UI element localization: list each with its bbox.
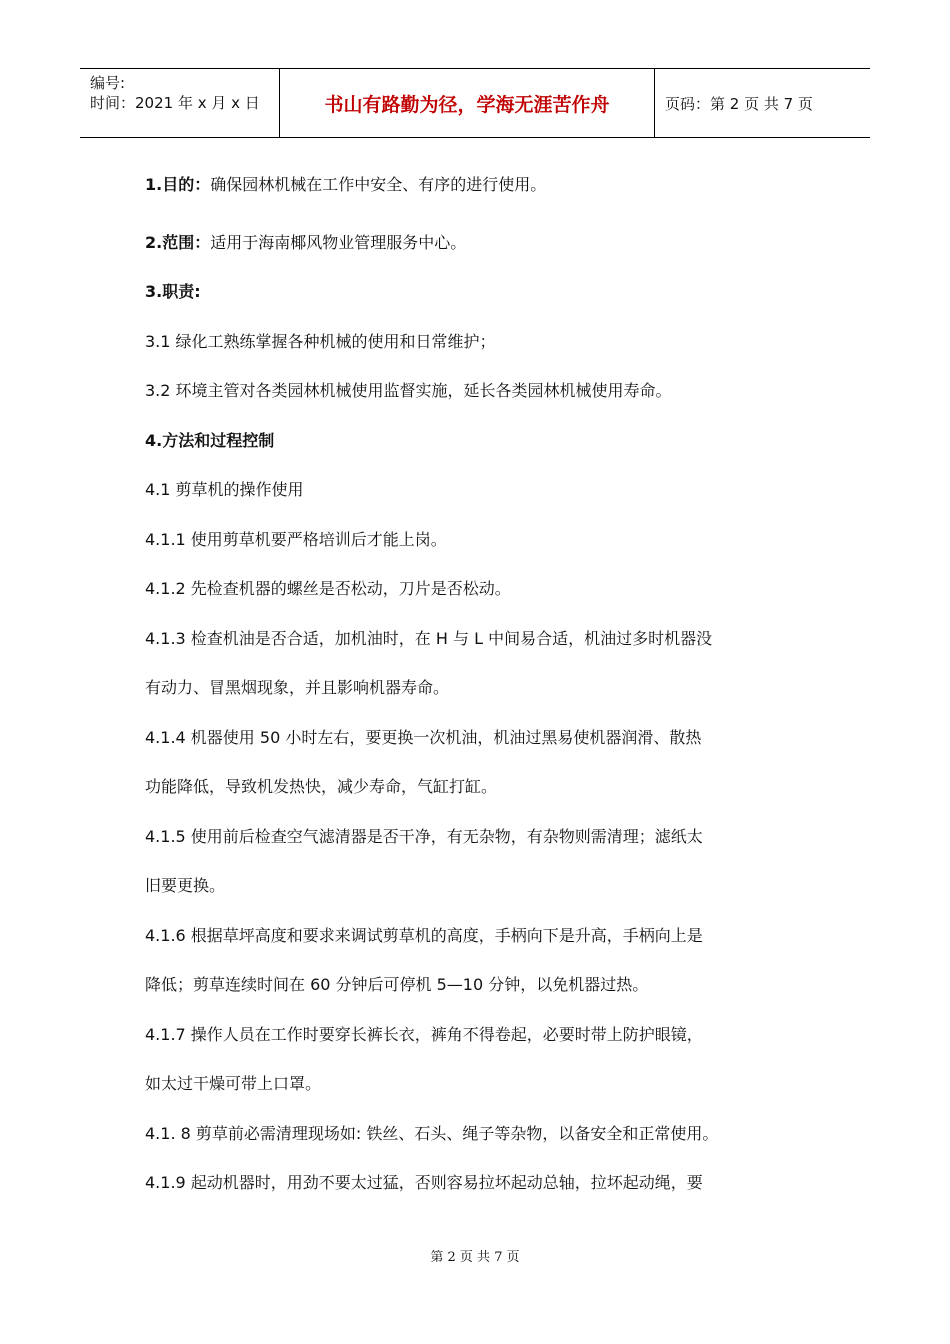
page-header	[80, 68, 870, 138]
text-line: 旧要更换。	[145, 876, 226, 895]
section-duties	[145, 267, 815, 317]
text-line: 4.1.3 检查机油是否合适，加机油时，在 H 与 L 中间易合适，机油过多时机器没	[145, 628, 713, 648]
text-line: 4.1.2 先检查机器的螺丝是否松动，刀片是否松动。	[145, 579, 511, 598]
header-page-info: 页码：第 2 页 共 7 页	[665, 94, 813, 113]
text-line: 如太过干燥可带上口罩。	[145, 1074, 322, 1093]
text-line: 4.1 剪草机的操作使用	[145, 480, 304, 499]
page-footer: 第 2 页 共 7 页	[430, 1250, 520, 1265]
header-motto: 书山有路勤为径，学海无涯苦作舟	[280, 69, 655, 137]
header-meta	[80, 69, 280, 137]
section-purpose	[145, 160, 815, 210]
section-heading: 2.范围：	[145, 232, 211, 252]
section-text: 确保园林机械在工作中安全、有序的进行使用。	[210, 175, 547, 194]
text-line: 4.1.5 使用前后检查空气滤清器是否干净，有无杂物，有杂物则需清理；滤纸太	[145, 826, 703, 846]
text-line: 3.1 绿化工熟练掌握各种机械的使用和日常维护；	[145, 331, 496, 351]
text-line: 4.1.9 起动机器时，用劲不要太过猛，否则容易拉坏起动总轴，拉坏起动绳，要	[145, 1173, 703, 1192]
text-line: 降低；剪草连续时间在 60 分钟后可停机 5—10 分钟，以免机器过热。	[145, 975, 649, 994]
text-line: 4.1. 8 剪草前必需清理现场如: 铁丝、石头、绳子等杂物，以备安全和正常使用。	[145, 1123, 719, 1143]
section-scope	[145, 218, 815, 268]
text-line: 4.1.1 使用剪草机要严格培训后才能上岗。	[145, 529, 447, 549]
section-heading: 1.目的：	[145, 175, 211, 194]
section-heading: 3.职责:	[145, 282, 201, 301]
section-heading-methods: 4.方法和过程控制	[145, 430, 275, 450]
text-line: 功能降低，导致机发热快，减少寿命，气缸打缸。	[145, 777, 498, 796]
text-line: 有动力、冒黑烟现象，并且影响机器寿命。	[145, 678, 450, 697]
text-line: 4.1.7 操作人员在工作时要穿长裤长衣，裤角不得卷起，必要时带上防护眼镜，	[145, 1024, 703, 1044]
section-text: 适用于海南椰风物业管理服务中心。	[210, 232, 467, 252]
document-body	[145, 160, 815, 1208]
number-label: 编号:	[90, 74, 126, 92]
text-line: 4.1.4 机器使用 50 小时左右，要更换一次机油，机油过黑易使机器润滑、散热	[145, 727, 702, 747]
text-line: 4.1.6 根据草坪高度和要求来调试剪草机的高度，手柄向下是升高，手柄向上是	[145, 925, 703, 945]
text-line: 3.2 环境主管对各类园林机械使用监督实施，延长各类园林机械使用寿命。	[145, 381, 672, 400]
time-label: 时间：2021 年 x 月 x 日	[90, 94, 260, 112]
